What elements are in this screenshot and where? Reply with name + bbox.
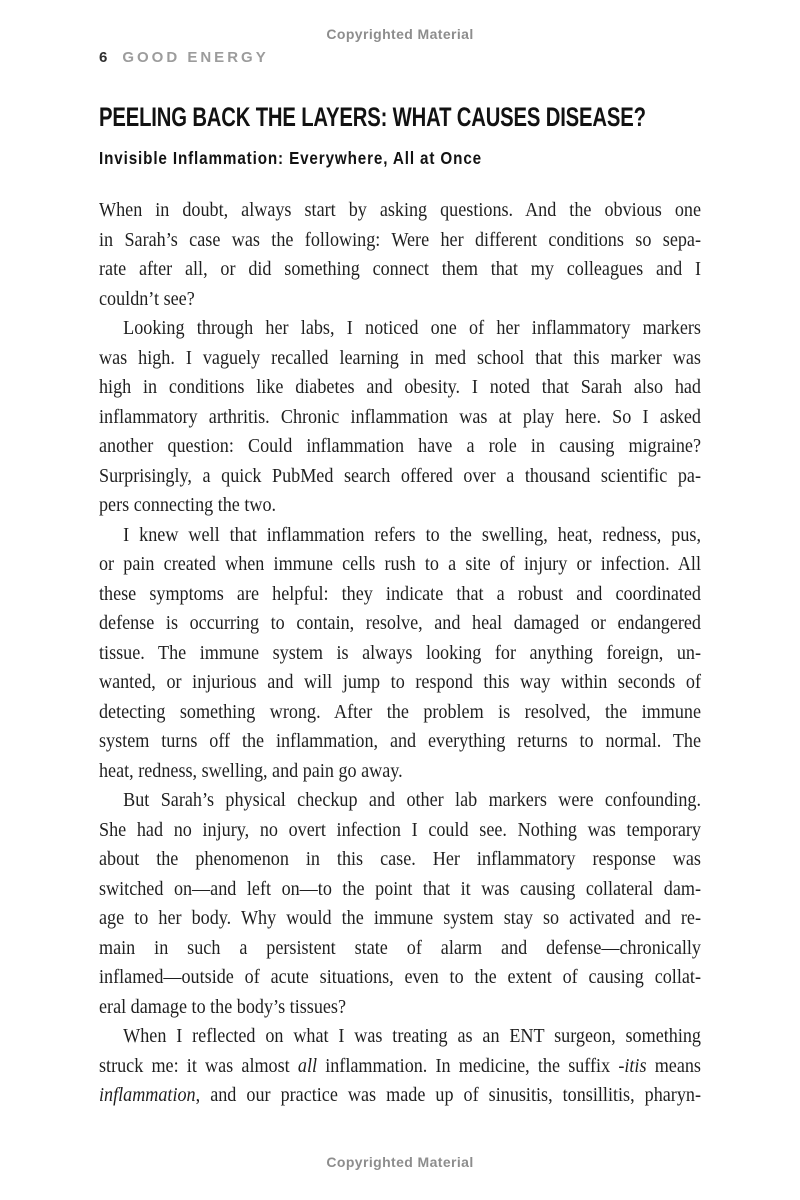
- text-segment: high in conditions like diabetes and obesity. I noted that Sarah also had: [99, 377, 701, 398]
- text-segment: was high. I vaguely recalled learning in med school that this marker was: [99, 347, 701, 369]
- text-segment: tissue. The immune system is always looking for anything foreign, un-: [99, 642, 701, 664]
- text-segment: inflammatory arthritis. Chronic inflammation was at play here. So I asked: [99, 406, 701, 428]
- page-number: 6: [99, 49, 109, 66]
- text-line: [99, 934, 701, 964]
- text-line: [99, 993, 701, 1023]
- text-line: [99, 1081, 701, 1111]
- text-segment: inflamed—outside of acute situations, even to the extent of causing collat-: [99, 967, 701, 988]
- text-segment: or pain created when immune cells rush to a site of injury or infection. All: [99, 554, 701, 575]
- text-line: [99, 698, 701, 728]
- text-segment: When in doubt, always start by asking questions. And the obvious one: [99, 200, 701, 221]
- book-title: GOOD ENERGY: [122, 49, 269, 66]
- text-line: [99, 432, 701, 462]
- page-header: [99, 49, 269, 66]
- text-line: [99, 786, 701, 816]
- text-segment: Surprisingly, a quick PubMed search offered over a thousand scientific pa-: [99, 465, 701, 487]
- paragraph: [99, 521, 701, 787]
- text-segment: Looking through her labs, I noticed one of her inflammatory markers: [123, 318, 701, 339]
- text-line: [99, 1022, 701, 1052]
- text-segment: She had no injury, no overt infection I could see. Nothing was temporary: [99, 819, 701, 841]
- text-line: [99, 373, 701, 403]
- text-segment: wanted, or injurious and will jump to respond this way within seconds of: [99, 672, 701, 693]
- text-segment: defense is occurring to contain, resolve, and heal damaged or endangered: [99, 613, 701, 634]
- text-segment: struck me: it was almost: [99, 1055, 298, 1077]
- text-segment: about the phenomenon in this case. Her inflammatory response was: [99, 849, 701, 870]
- text-line: [99, 403, 701, 433]
- text-line: [99, 639, 701, 669]
- text-line: [99, 314, 701, 344]
- text-line: [99, 963, 701, 993]
- text-line: [99, 904, 701, 934]
- text-segment: eral damage to the body’s tissues?: [99, 996, 347, 1018]
- text-segment: inflammation. In medicine, the suffix: [317, 1055, 619, 1077]
- paragraph: [99, 196, 701, 314]
- text-line: [99, 816, 701, 846]
- text-line: [99, 491, 701, 521]
- text-line: [99, 1052, 701, 1082]
- text-segment: But Sarah’s physical checkup and other lab markers were confounding.: [123, 790, 701, 811]
- text-line: [99, 609, 701, 639]
- text-line: [99, 462, 701, 492]
- text-segment: When I reflected on what I was treating as an ENT surgeon, something: [123, 1026, 701, 1047]
- text-segment: detecting something wrong. After the problem is resolved, the immune: [99, 701, 701, 723]
- text-segment: switched on—and left on—to the point that it was causing collateral dam-: [99, 878, 701, 900]
- text-line: [99, 285, 701, 315]
- text-segment: heat, redness, swelling, and pain go away.: [99, 760, 403, 782]
- text-segment: in Sarah’s case was the following: Were her different conditions so sepa-: [99, 229, 701, 251]
- text-line: [99, 344, 701, 374]
- text-line: [99, 580, 701, 610]
- text-line: [99, 226, 701, 256]
- text-segment: means: [646, 1055, 701, 1077]
- paragraph: [99, 786, 701, 1022]
- text-segment: , and our practice was made up of sinusitis, tonsillitis, pharyn-: [195, 1085, 701, 1106]
- text-segment: these symptoms are helpful: they indicate that a robust and coordinated: [99, 583, 701, 605]
- text-segment: another question: Could inflammation have a role in causing migraine?: [99, 436, 701, 457]
- text-line: [99, 196, 701, 226]
- italic-text: inflammation: [99, 1085, 196, 1106]
- copyright-watermark-top: Copyrighted Material: [326, 26, 474, 42]
- section-heading: PEELING BACK THE LAYERS: WHAT CAUSES DISEASE?: [99, 102, 646, 132]
- subsection-heading: Invisible Inflammation: Everywhere, All at Once: [99, 148, 483, 168]
- text-segment: system turns off the inflammation, and everything returns to normal. The: [99, 731, 701, 752]
- italic-text: all: [297, 1055, 318, 1077]
- body-text: [99, 196, 701, 1111]
- text-line: [99, 255, 701, 285]
- text-line: [99, 875, 701, 905]
- text-line: [99, 845, 701, 875]
- text-segment: age to her body. Why would the immune system stay so activated and re-: [99, 908, 701, 929]
- paragraph: [99, 314, 701, 521]
- text-segment: I knew well that inflammation refers to the swelling, heat, redness, pus,: [123, 524, 701, 546]
- text-line: [99, 550, 701, 580]
- text-line: [99, 727, 701, 757]
- paragraph: [99, 1022, 701, 1111]
- text-segment: pers connecting the two.: [99, 495, 277, 516]
- text-line: [99, 668, 701, 698]
- copyright-watermark-bottom: Copyrighted Material: [326, 1154, 474, 1170]
- text-segment: couldn’t see?: [99, 288, 195, 310]
- text-segment: rate after all, or did something connect them that my colleagues and I: [99, 259, 701, 280]
- text-segment: main in such a persistent state of alarm and defense—chronically: [99, 937, 701, 959]
- text-line: [99, 757, 701, 787]
- text-line: [99, 521, 701, 551]
- italic-text: -itis: [618, 1055, 647, 1077]
